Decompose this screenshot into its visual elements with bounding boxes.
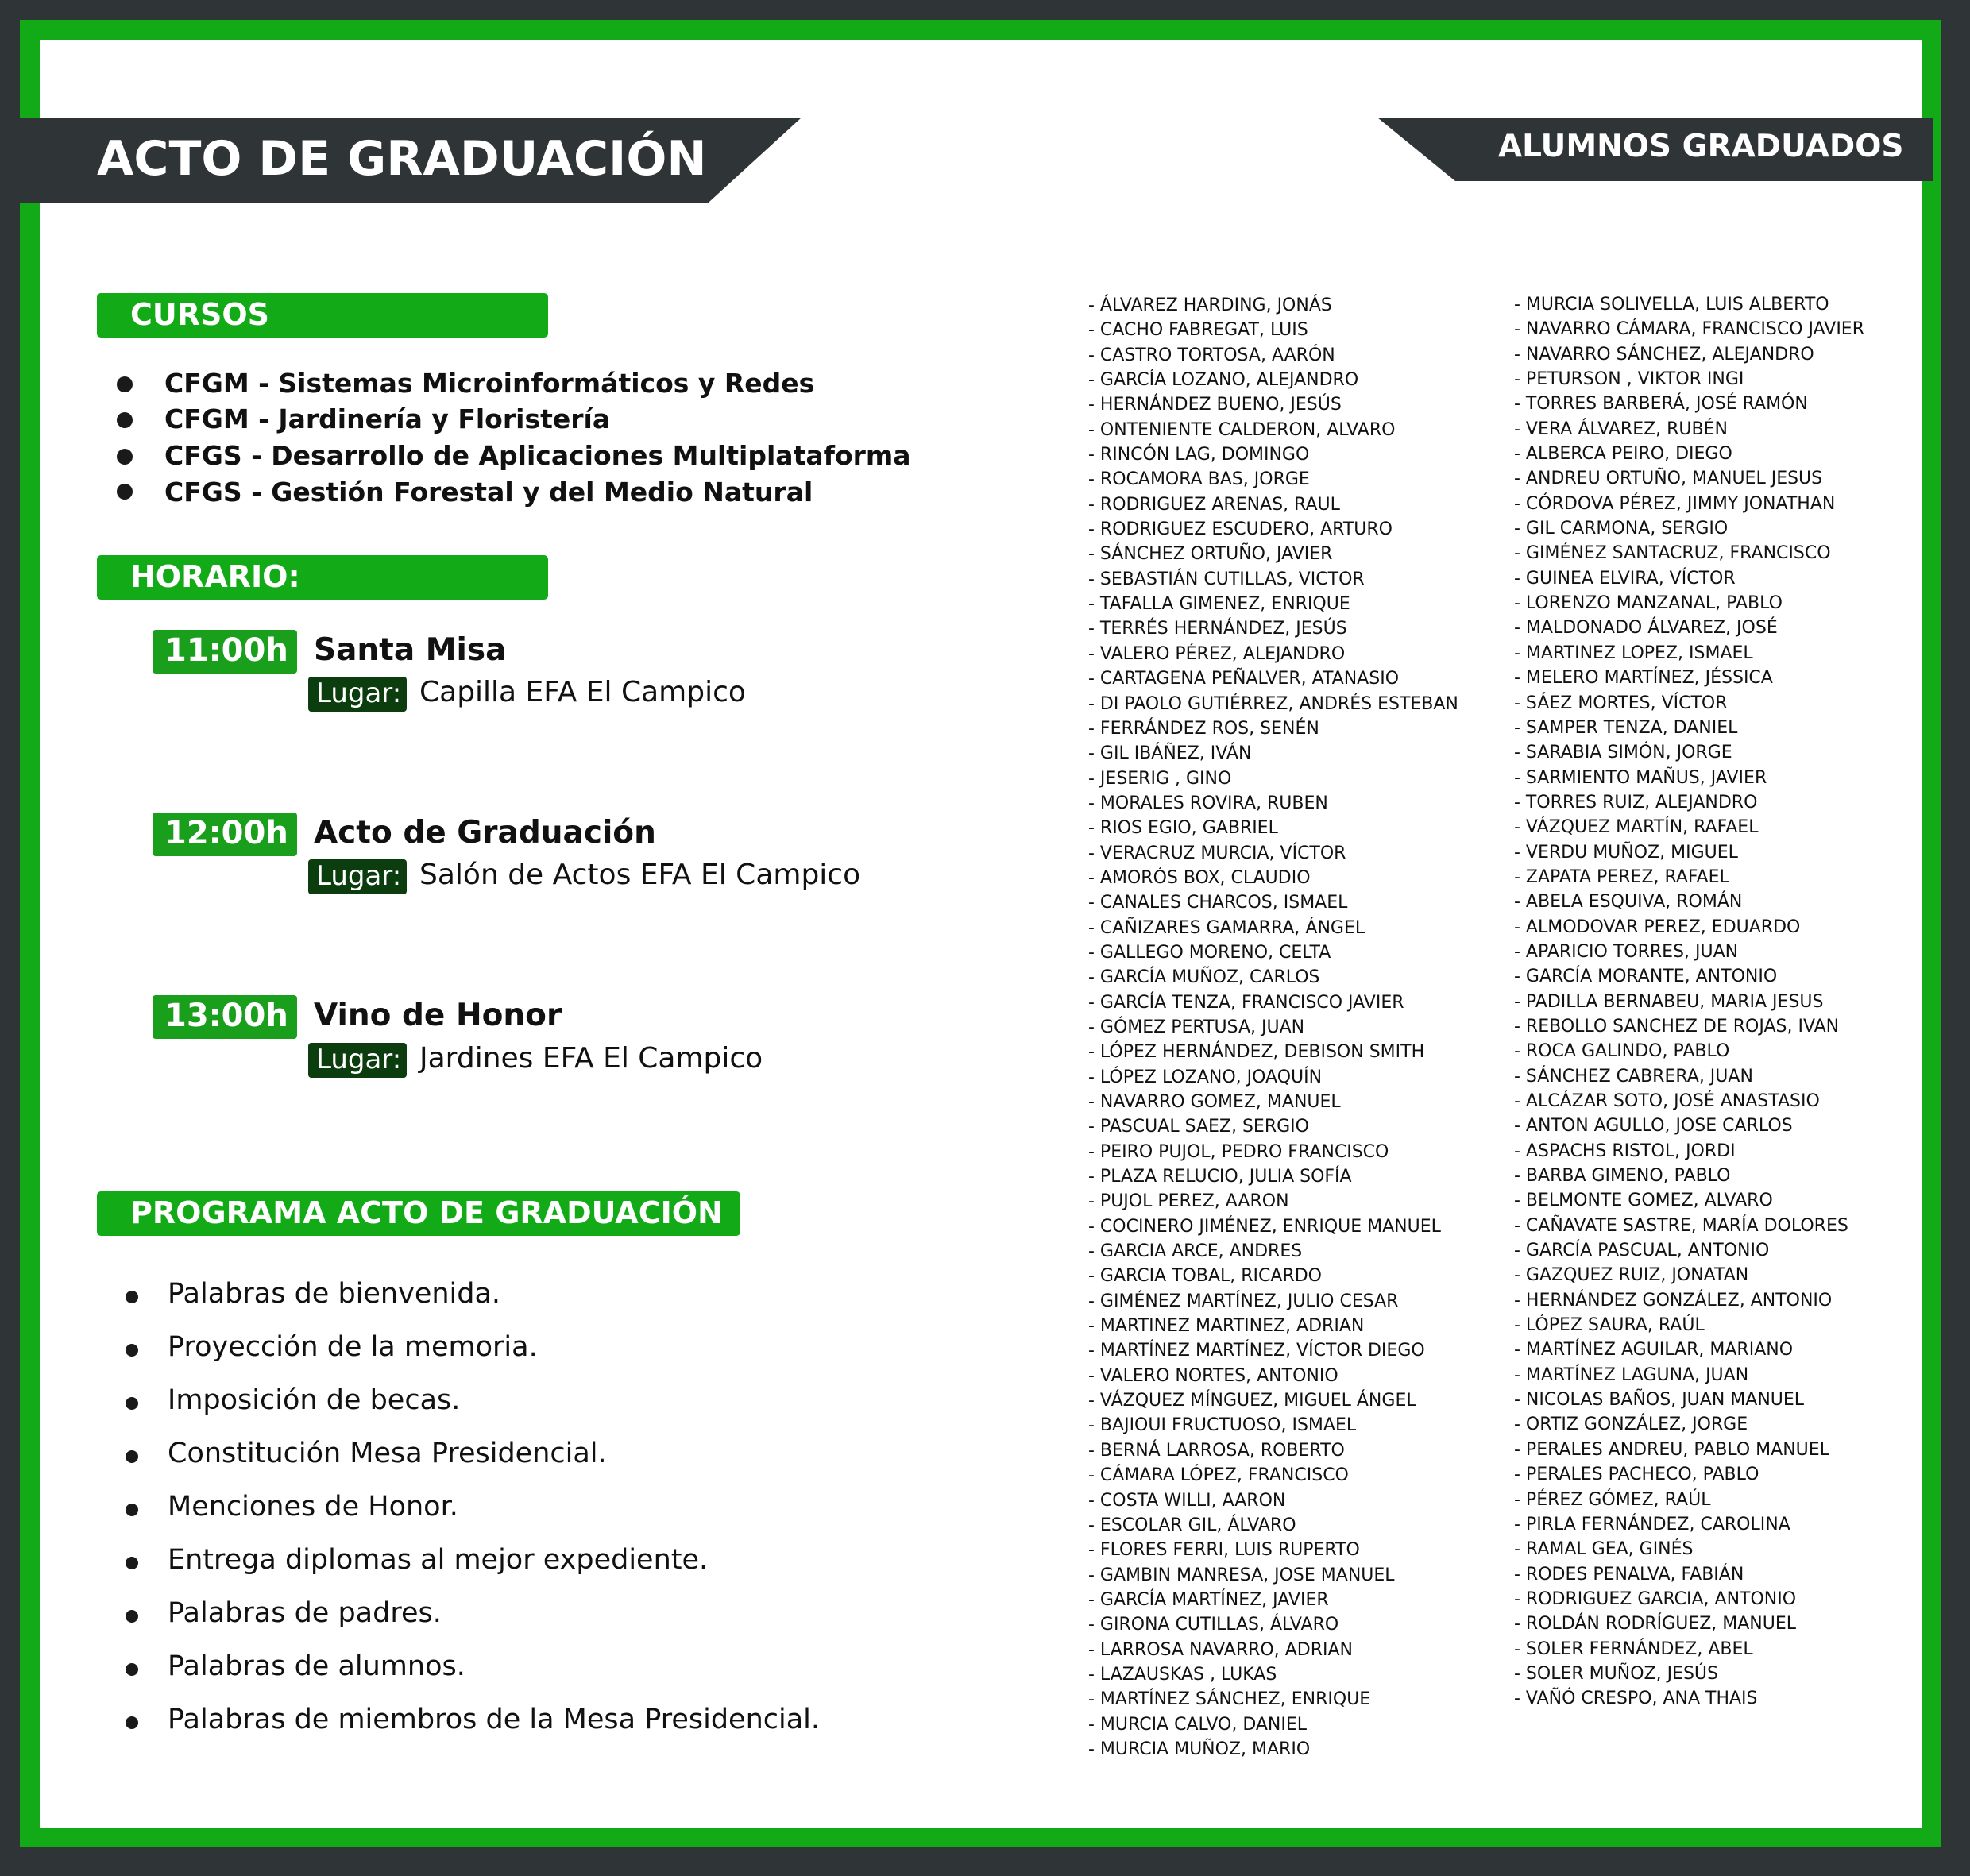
graduate-name: - PASCUAL SAEZ, SERGIO bbox=[1088, 1117, 1309, 1137]
graduate-name: - GARCÍA PASCUAL, ANTONIO bbox=[1514, 1241, 1770, 1261]
graduate-name: - GIMÉNEZ MARTÍNEZ, JULIO CESAR bbox=[1088, 1291, 1399, 1311]
graduate-name: - CANALES CHARCOS, ISMAEL bbox=[1088, 893, 1348, 913]
graduate-name: - VERA ÁLVAREZ, RUBÉN bbox=[1514, 419, 1728, 439]
graduate-name: - MURCIA MUÑOZ, MARIO bbox=[1088, 1739, 1311, 1759]
graduates-column-2 bbox=[1514, 292, 1864, 1712]
graduate-name: - GUINEA ELVIRA, VÍCTOR bbox=[1514, 568, 1736, 589]
graduate-name: - ÁLVAREZ HARDING, JONÁS bbox=[1088, 295, 1332, 315]
graduate-name: - NICOLAS BAÑOS, JUAN MANUEL bbox=[1514, 1390, 1805, 1411]
graduate-name: - MARTÍNEZ MARTÍNEZ, VÍCTOR DIEGO bbox=[1088, 1341, 1425, 1361]
graduate-name: - ALMODOVAR PEREZ, EDUARDO bbox=[1514, 917, 1801, 937]
event-place: Capilla EFA El Campico bbox=[419, 676, 746, 708]
graduate-name: - PUJOL PEREZ, AARON bbox=[1088, 1191, 1289, 1212]
horario-heading: HORARIO: bbox=[130, 559, 300, 594]
graduate-name: - RODRIGUEZ GARCIA, ANTONIO bbox=[1514, 1588, 1797, 1609]
graduate-name: - GARCÍA MORANTE, ANTONIO bbox=[1514, 967, 1778, 987]
graduate-name: - GARCÍA MUÑOZ, CARLOS bbox=[1088, 967, 1320, 988]
bullet-icon bbox=[126, 1504, 138, 1516]
program-item: Palabras de padres. bbox=[168, 1597, 442, 1629]
bullet-icon bbox=[126, 1450, 138, 1463]
graduate-name: - ROLDÁN RODRÍGUEZ, MANUEL bbox=[1514, 1614, 1797, 1635]
graduate-name: - COSTA WILLI, AARON bbox=[1088, 1490, 1286, 1511]
lugar-label: Lugar: bbox=[316, 860, 402, 892]
graduate-name: - PERALES PACHECO, PABLO bbox=[1514, 1465, 1759, 1485]
graduate-name: - RINCÓN LAG, DOMINGO bbox=[1088, 445, 1310, 465]
event-time: 12:00h bbox=[164, 815, 288, 851]
graduate-name: - LÓPEZ SAURA, RAÚL bbox=[1514, 1315, 1705, 1336]
lugar-label: Lugar: bbox=[316, 1044, 402, 1075]
programa-heading: PROGRAMA ACTO DE GRADUACIÓN bbox=[130, 1195, 723, 1230]
graduate-name: - RODRIGUEZ ESCUDERO, ARTURO bbox=[1088, 519, 1393, 540]
graduate-name: - CARTAGENA PEÑALVER, ATANASIO bbox=[1088, 669, 1400, 689]
bullet-icon bbox=[126, 1663, 138, 1676]
graduate-name: - PÉREZ GÓMEZ, RAÚL bbox=[1514, 1489, 1711, 1510]
graduate-name: - MALDONADO ÁLVAREZ, JOSÉ bbox=[1514, 618, 1778, 639]
graduate-name: - ABELA ESQUIVA, ROMÁN bbox=[1514, 892, 1743, 913]
graduate-name: - CAÑAVATE SASTRE, MARÍA DOLORES bbox=[1514, 1215, 1848, 1236]
graduate-name: - VERDU MUÑOZ, MIGUEL bbox=[1514, 842, 1738, 863]
graduate-name: - GAMBIN MANRESA, JOSE MANUEL bbox=[1088, 1565, 1395, 1585]
graduates-column-1 bbox=[1088, 293, 1458, 1762]
graduate-name: - GIRONA CUTILLAS, ÁLVARO bbox=[1088, 1615, 1339, 1635]
graduate-name: - ONTENIENTE CALDERON, ALVARO bbox=[1088, 419, 1396, 440]
bullet-icon bbox=[117, 484, 133, 500]
graduate-name: - RAMAL GEA, GINÉS bbox=[1514, 1539, 1694, 1560]
bullet-icon bbox=[117, 376, 133, 392]
program-item: Palabras de miembros de la Mesa Presidencial. bbox=[168, 1704, 821, 1735]
graduate-name: - ALCÁZAR SOTO, JOSÉ ANASTASIO bbox=[1514, 1091, 1820, 1111]
event-time: 11:00h bbox=[164, 632, 288, 669]
graduate-name: - RIOS EGIO, GABRIEL bbox=[1088, 818, 1278, 839]
graduate-name: - PEIRO PUJOL, PEDRO FRANCISCO bbox=[1088, 1141, 1389, 1162]
page-title: ACTO DE GRADUACIÓN bbox=[97, 131, 707, 187]
graduate-name: - ZAPATA PEREZ, RAFAEL bbox=[1514, 867, 1729, 887]
graduate-name: - SOLER MUÑOZ, JESÚS bbox=[1514, 1663, 1718, 1684]
graduate-name: - TORRES BARBERÁ, JOSÉ RAMÓN bbox=[1514, 394, 1808, 415]
course-item: CFGS - Gestión Forestal y del Medio Natural bbox=[164, 477, 813, 508]
graduate-name: - SÁNCHEZ ORTUÑO, JAVIER bbox=[1088, 544, 1333, 565]
graduate-name: - GARCÍA MARTÍNEZ, JAVIER bbox=[1088, 1589, 1329, 1610]
graduate-name: - BAJIOUI FRUCTUOSO, ISMAEL bbox=[1088, 1415, 1357, 1436]
program-item: Palabras de bienvenida. bbox=[168, 1278, 501, 1310]
cursos-heading: CURSOS bbox=[130, 297, 270, 332]
graduate-name: - GIL IBÁÑEZ, IVÁN bbox=[1088, 743, 1252, 764]
program-item: Proyección de la memoria. bbox=[168, 1331, 538, 1363]
graduate-name: - ROCA GALINDO, PABLO bbox=[1514, 1041, 1730, 1062]
graduate-name: - TORRES RUIZ, ALEJANDRO bbox=[1514, 792, 1758, 813]
graduate-name: - VÁZQUEZ MÍNGUEZ, MIGUEL ÁNGEL bbox=[1088, 1391, 1416, 1411]
graduate-name: - MARTÍNEZ AGUILAR, MARIANO bbox=[1514, 1340, 1794, 1361]
graduate-name: - ASPACHS RISTOL, JORDI bbox=[1514, 1141, 1736, 1161]
graduate-name: - SÁNCHEZ CABRERA, JUAN bbox=[1514, 1066, 1753, 1087]
graduate-name: - FLORES FERRI, LUIS RUPERTO bbox=[1088, 1540, 1360, 1561]
graduate-name: - COCINERO JIMÉNEZ, ENRIQUE MANUEL bbox=[1088, 1216, 1441, 1237]
graduate-name: - GARCIA TOBAL, RICARDO bbox=[1088, 1266, 1322, 1287]
graduate-name: - CÓRDOVA PÉREZ, JIMMY JONATHAN bbox=[1514, 493, 1836, 514]
course-item: CFGM - Jardinería y Floristería bbox=[164, 403, 611, 434]
graduate-name: - LÓPEZ LOZANO, JOAQUÍN bbox=[1088, 1067, 1323, 1087]
graduate-name: - ESCOLAR GIL, ÁLVARO bbox=[1088, 1515, 1296, 1535]
event-place: Jardines EFA El Campico bbox=[419, 1042, 763, 1075]
graduate-name: - SEBASTIÁN CUTILLAS, VICTOR bbox=[1088, 569, 1365, 589]
graduate-name: - MARTINEZ LOPEZ, ISMAEL bbox=[1514, 643, 1753, 663]
graduate-name: - GALLEGO MORENO, CELTA bbox=[1088, 942, 1331, 963]
graduate-name: - AMORÓS BOX, CLAUDIO bbox=[1088, 867, 1311, 888]
graduate-name: - GARCÍA LOZANO, ALEJANDRO bbox=[1088, 370, 1359, 391]
graduate-name: - SAMPER TENZA, DANIEL bbox=[1514, 717, 1738, 738]
graduate-name: - REBOLLO SANCHEZ DE ROJAS, IVAN bbox=[1514, 1016, 1840, 1036]
bullet-icon bbox=[117, 412, 133, 428]
bullet-icon bbox=[126, 1397, 138, 1410]
graduate-name: - TERRÉS HERNÁNDEZ, JESÚS bbox=[1088, 619, 1347, 639]
program-item: Constitución Mesa Presidencial. bbox=[168, 1438, 607, 1469]
graduate-name: - BERNÁ LARROSA, ROBERTO bbox=[1088, 1440, 1345, 1461]
graduate-name: - FERRÁNDEZ ROS, SENÉN bbox=[1088, 718, 1319, 739]
graduate-name: - PIRLA FERNÁNDEZ, CAROLINA bbox=[1514, 1514, 1790, 1534]
graduate-name: - BARBA GIMENO, PABLO bbox=[1514, 1166, 1731, 1187]
graduate-name: - CÁMARA LÓPEZ, FRANCISCO bbox=[1088, 1465, 1349, 1486]
graduate-name: - PADILLA BERNABEU, MARIA JESUS bbox=[1514, 991, 1824, 1012]
graduate-name: - ANTON AGULLO, JOSE CARLOS bbox=[1514, 1116, 1793, 1137]
graduate-name: - PERALES ANDREU, PABLO MANUEL bbox=[1514, 1439, 1829, 1460]
graduate-name: - GÓMEZ PERTUSA, JUAN bbox=[1088, 1017, 1305, 1037]
graduate-name: - MARTÍNEZ SÁNCHEZ, ENRIQUE bbox=[1088, 1689, 1371, 1710]
event-place: Salón de Actos EFA El Campico bbox=[419, 859, 861, 891]
graduate-name: - MELERO MARTÍNEZ, JÉSSICA bbox=[1514, 668, 1773, 689]
graduate-name: - GIL CARMONA, SERGIO bbox=[1514, 519, 1729, 539]
program-item: Imposición de becas. bbox=[168, 1384, 461, 1416]
graduate-name: - MURCIA CALVO, DANIEL bbox=[1088, 1714, 1308, 1735]
event-time: 13:00h bbox=[164, 998, 288, 1034]
graduate-name: - MARTINEZ MARTINEZ, ADRIAN bbox=[1088, 1316, 1365, 1337]
graduate-name: - MORALES ROVIRA, RUBEN bbox=[1088, 793, 1328, 813]
program-item: Palabras de alumnos. bbox=[168, 1650, 465, 1682]
graduate-name: - APARICIO TORRES, JUAN bbox=[1514, 941, 1739, 962]
graduate-name: - RODES PENALVA, FABIÁN bbox=[1514, 1564, 1744, 1585]
bullet-icon bbox=[126, 1291, 138, 1303]
event-title: Santa Misa bbox=[314, 632, 507, 668]
graduate-name: - LORENZO MANZANAL, PABLO bbox=[1514, 593, 1783, 614]
graduate-name: - CASTRO TORTOSA, AARÓN bbox=[1088, 345, 1335, 365]
graduate-name: - CACHO FABREGAT, LUIS bbox=[1088, 320, 1308, 341]
bullet-icon bbox=[126, 1716, 138, 1729]
graduate-name: - ORTIZ GONZÁLEZ, JORGE bbox=[1514, 1415, 1748, 1435]
graduate-name: - ROCAMORA BAS, JORGE bbox=[1088, 469, 1310, 490]
graduate-name: - PLAZA RELUCIO, JULIA SOFÍA bbox=[1088, 1167, 1352, 1187]
graduate-name: - GARCIA ARCE, ANDRES bbox=[1088, 1241, 1303, 1262]
bullet-icon bbox=[126, 1610, 138, 1623]
graduate-name: - GIMÉNEZ SANTACRUZ, FRANCISCO bbox=[1514, 543, 1831, 564]
graduate-name: - PETURSON , VIKTOR INGI bbox=[1514, 369, 1744, 390]
graduate-name: - NAVARRO GOMEZ, MANUEL bbox=[1088, 1092, 1341, 1112]
graduate-name: - LAZAUSKAS , LUKAS bbox=[1088, 1664, 1277, 1685]
graduate-name: - SARABIA SIMÓN, JORGE bbox=[1514, 743, 1732, 763]
graduate-name: - HERNÁNDEZ GONZÁLEZ, ANTONIO bbox=[1514, 1290, 1833, 1310]
graduate-name: - GARCÍA TENZA, FRANCISCO JAVIER bbox=[1088, 992, 1404, 1013]
graduate-name: - VAÑÓ CRESPO, ANA THAIS bbox=[1514, 1689, 1758, 1709]
graduate-name: - ANDREU ORTUÑO, MANUEL JESUS bbox=[1514, 469, 1823, 489]
program-item: Menciones de Honor. bbox=[168, 1491, 458, 1523]
course-item: CFGM - Sistemas Microinformáticos y Redes bbox=[164, 368, 815, 399]
event-title: Vino de Honor bbox=[314, 998, 562, 1033]
graduate-name: - TAFALLA GIMENEZ, ENRIQUE bbox=[1088, 594, 1350, 615]
graduate-name: - SÁEZ MORTES, VÍCTOR bbox=[1514, 693, 1728, 713]
graduate-name: - SARMIENTO MAÑUS, JAVIER bbox=[1514, 767, 1767, 788]
graduate-name: - LÓPEZ HERNÁNDEZ, DEBISON SMITH bbox=[1088, 1042, 1425, 1063]
graduate-name: - HERNÁNDEZ BUENO, JESÚS bbox=[1088, 395, 1342, 415]
graduate-name: - VALERO PÉREZ, ALEJANDRO bbox=[1088, 643, 1346, 664]
graduate-name: - NAVARRO SÁNCHEZ, ALEJANDRO bbox=[1514, 344, 1814, 365]
graduate-name: - CAÑIZARES GAMARRA, ÁNGEL bbox=[1088, 917, 1365, 938]
graduate-name: - MARTÍNEZ LAGUNA, JUAN bbox=[1514, 1365, 1749, 1385]
program-item: Entrega diplomas al mejor expediente. bbox=[168, 1544, 709, 1576]
bullet-icon bbox=[126, 1344, 138, 1357]
bullet-icon bbox=[126, 1557, 138, 1569]
bullet-icon bbox=[117, 449, 133, 465]
graduate-name: - RODRIGUEZ ARENAS, RAUL bbox=[1088, 494, 1340, 515]
graduate-name: - VALERO NORTES, ANTONIO bbox=[1088, 1365, 1338, 1386]
graduates-title: ALUMNOS GRADUADOS bbox=[1498, 129, 1904, 164]
lugar-label: Lugar: bbox=[316, 677, 402, 709]
graduate-name: - SOLER FERNÁNDEZ, ABEL bbox=[1514, 1639, 1753, 1659]
course-item: CFGS - Desarrollo de Aplicaciones Multiplataforma bbox=[164, 440, 911, 471]
graduate-name: - JESERIG , GINO bbox=[1088, 768, 1232, 789]
graduate-name: - ALBERCA PEIRO, DIEGO bbox=[1514, 444, 1732, 465]
graduate-name: - MURCIA SOLIVELLA, LUIS ALBERTO bbox=[1514, 295, 1829, 315]
graduate-name: - VERACRUZ MURCIA, VÍCTOR bbox=[1088, 843, 1346, 863]
graduate-name: - DI PAOLO GUTIÉRREZ, ANDRÉS ESTEBAN bbox=[1088, 693, 1458, 714]
graduate-name: - NAVARRO CÁMARA, FRANCISCO JAVIER bbox=[1514, 319, 1864, 340]
graduate-name: - VÁZQUEZ MARTÍN, RAFAEL bbox=[1514, 817, 1759, 838]
graduate-name: - BELMONTE GOMEZ, ALVARO bbox=[1514, 1191, 1773, 1211]
graduate-name: - LARROSA NAVARRO, ADRIAN bbox=[1088, 1639, 1353, 1660]
event-title: Acto de Graduación bbox=[314, 815, 656, 851]
graduate-name: - GAZQUEZ RUIZ, JONATAN bbox=[1514, 1265, 1749, 1286]
